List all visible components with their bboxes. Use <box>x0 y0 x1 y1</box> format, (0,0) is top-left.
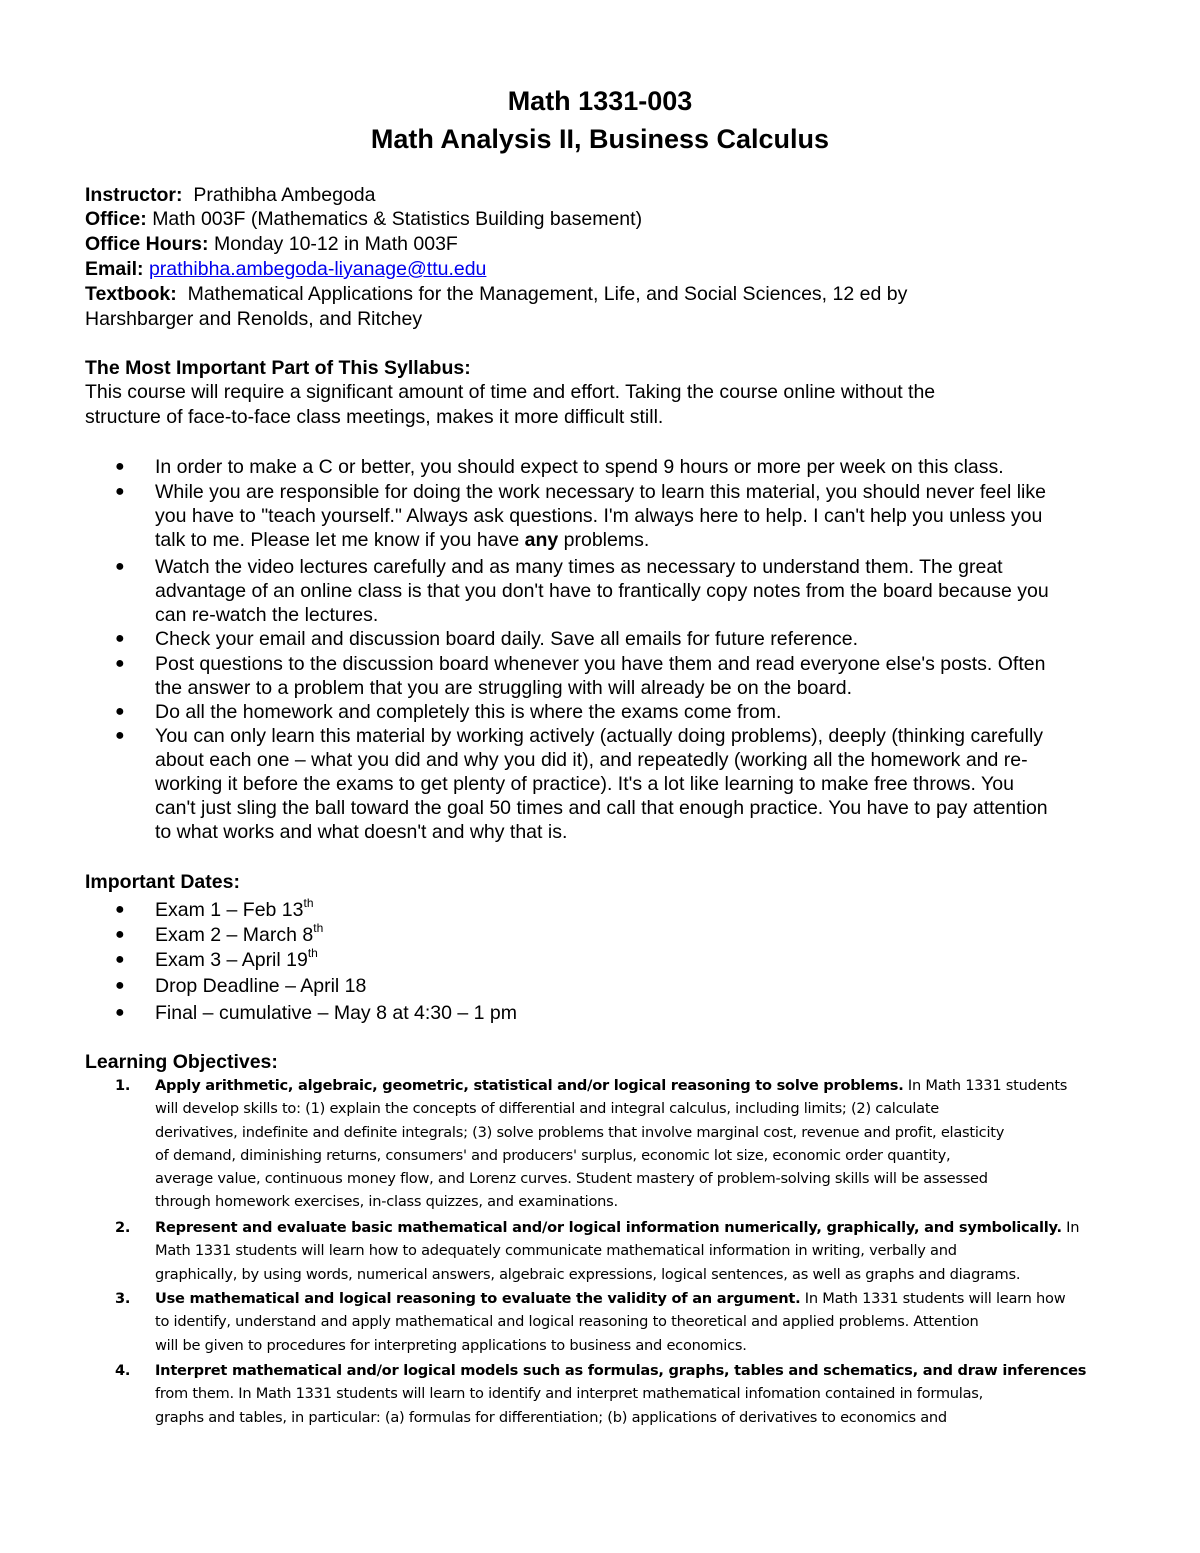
objective-number: 4. <box>115 1362 131 1379</box>
important-intro-line1: This course will require a significant amount of time and effort. Taking the course online without the <box>85 381 936 403</box>
bullet-dot-icon: ● <box>115 951 125 968</box>
objective-text <box>155 1074 1145 1214</box>
important-heading: The Most Important Part of This Syllabus: <box>85 357 471 379</box>
objective-lead: Use mathematical and logical reasoning to evaluate the validity of an argument. <box>155 1290 801 1307</box>
email-link[interactable]: prathibha.ambegoda-liyanage@ttu.edu <box>148 258 487 280</box>
bullet-text <box>155 724 1135 844</box>
bullet-dot-icon: ● <box>115 926 125 943</box>
objective-text-part: In Math 1331 students will learn how <box>800 1290 1066 1307</box>
bullet-text-line: the answer to a problem that you are struggling with will already be on the board. <box>155 677 852 699</box>
date-text <box>155 974 1135 998</box>
objective-text-part: In <box>1061 1219 1080 1236</box>
bullet-text-line: Check your email and discussion board daily. Save all emails for future reference. <box>155 628 859 650</box>
bullet-dot-icon: ● <box>115 630 125 647</box>
textbook-label: Textbook: <box>85 283 177 305</box>
office-label: Office: <box>85 208 147 230</box>
objective-number: 3. <box>115 1290 131 1307</box>
instructor-line <box>85 183 375 207</box>
bullet-dot-icon: ● <box>115 483 125 500</box>
bullet-text-line: Do all the homework and completely this is where the exams come from. <box>155 701 782 723</box>
bullet-text <box>155 700 1135 724</box>
textbook-line <box>85 282 907 306</box>
bullet-text-line: You can only learn this material by working actively (actually doing problems), deeply (thinking carefully <box>155 725 1044 747</box>
office-hours-line <box>85 232 458 256</box>
date-text <box>155 948 1135 972</box>
date-ordinal-suffix: th <box>307 946 318 960</box>
bullet-text-line: about each one – what you did and why you did it), and repeatedly (working all the homework and re- <box>155 749 1028 771</box>
bullet-text-line: to what works and what doesn't and why that is. <box>155 821 568 843</box>
date-text-line <box>155 923 1135 947</box>
date-label: Exam 3 – April 19 <box>155 949 308 971</box>
date-label: Exam 2 – March 8 <box>155 924 314 946</box>
objective-text-line: will be given to procedures for interpreting applications to business and economics. <box>155 1336 747 1354</box>
bullet-text-line: you have to "teach yourself." Always ask questions. I'm always here to help. I can't help you unless you <box>155 505 1043 527</box>
textbook-value-line1: Mathematical Applications for the Management, Life, and Social Sciences, 12 ed by <box>187 283 908 305</box>
objective-text-line: derivatives, indefinite and definite integrals; (3) solve problems that involve marginal cost, revenue and profit, elasticity <box>155 1123 1005 1141</box>
objective-text-line: through homework exercises, in-class quizzes, and examinations. <box>155 1193 618 1211</box>
bullet-dot-icon: ● <box>115 977 125 994</box>
bullet-text-line: Watch the video lectures carefully and as many times as necessary to understand them. The great <box>155 556 1003 578</box>
email-line <box>85 257 486 281</box>
bullet-text-line: working it before the exams to get plenty of practice). It's a lot like learning to make free throws. You <box>155 773 1014 795</box>
date-text-line <box>155 1001 1135 1025</box>
objective-text-line: graphs and tables, in particular: (a) formulas for differentiation; (b) applications of derivatives to economics and <box>155 1408 947 1426</box>
objectives-heading: Learning Objectives: <box>85 1051 278 1073</box>
date-text <box>155 923 1135 947</box>
instructor-value: Prathibha Ambegoda <box>193 184 376 206</box>
office-line <box>85 207 642 231</box>
objective-text-line: from them. In Math 1331 students will learn to identify and interpret mathematical infomation contained in formulas, <box>155 1385 984 1403</box>
objective-text-line: Math 1331 students will learn how to adequately communicate mathematical information in writing, verbally and <box>155 1242 957 1260</box>
objective-lead: Apply arithmetic, algebraic, geometric, statistical and/or logical reasoning to solve problems. <box>155 1077 904 1094</box>
objective-text-part: In Math 1331 students <box>903 1077 1068 1094</box>
bullet-text-part: problems. <box>558 529 650 551</box>
objective-text <box>155 1359 1145 1429</box>
bullet-text <box>155 480 1135 552</box>
date-text <box>155 1001 1135 1025</box>
objective-lead: Interpret mathematical and/or logical models such as formulas, graphs, tables and schematics, and draw inferences <box>155 1362 1087 1379</box>
objective-text-line: graphically, by using words, numerical answers, algebraic expressions, logical sentences, as well as graphs and diagrams. <box>155 1265 1021 1283</box>
bullet-dot-icon: ● <box>115 703 125 720</box>
bullet-dot-icon: ● <box>115 458 125 475</box>
date-text-line <box>155 898 1135 922</box>
office-hours-value: Monday 10-12 in Math 003F <box>213 233 458 255</box>
objective-number: 1. <box>115 1077 131 1094</box>
textbook-value-line2: Harshbarger and Renolds, and Ritchey <box>85 308 423 330</box>
date-label: Drop Deadline – April 18 <box>155 975 367 997</box>
bullet-text-line <box>155 528 1135 552</box>
bullet-text <box>155 652 1135 700</box>
important-intro-line2: structure of face-to-face class meetings, makes it more difficult still. <box>85 406 664 428</box>
bullet-text-line: can't just sling the ball toward the goal 50 times and call that enough practice. You have to pay attention <box>155 797 1048 819</box>
course-name-title: Math Analysis II, Business Calculus <box>370 124 830 154</box>
date-ordinal-suffix: th <box>313 921 324 935</box>
date-label: Final – cumulative – May 8 at 4:30 – 1 pm <box>155 1002 518 1024</box>
objective-number: 2. <box>115 1219 131 1236</box>
bullet-text-line: can re-watch the lectures. <box>155 604 379 626</box>
bullet-dot-icon: ● <box>115 727 125 744</box>
bullet-text-emphasis: any <box>524 529 559 551</box>
objective-text-line: of demand, diminishing returns, consumers' and producers' surplus, economic lot size, economic order quantity, <box>155 1146 951 1164</box>
date-text-line <box>155 974 1135 998</box>
instructor-label: Instructor: <box>85 184 183 206</box>
objective-text-line: to identify, understand and apply mathematical and logical reasoning to theoretical and applied problems. Attention <box>155 1313 979 1331</box>
objective-text-line <box>155 1074 1145 1097</box>
dates-heading: Important Dates: <box>85 871 240 893</box>
bullet-text <box>155 555 1135 627</box>
date-ordinal-suffix: th <box>303 896 314 910</box>
objective-text-line <box>155 1216 1145 1239</box>
bullet-text <box>155 627 1135 651</box>
bullet-text-line: In order to make a C or better, you should expect to spend 9 hours or more per week on this class. <box>155 456 1004 478</box>
objective-text-line: average value, continuous money flow, and Lorenz curves. Student mastery of problem-solving skills will be assessed <box>155 1170 988 1188</box>
bullet-dot-icon: ● <box>115 901 125 918</box>
bullet-dot-icon: ● <box>115 655 125 672</box>
office-value: Math 003F (Mathematics & Statistics Building basement) <box>152 208 643 230</box>
email-label: Email: <box>85 258 144 280</box>
date-text <box>155 898 1135 922</box>
office-hours-label: Office Hours: <box>85 233 209 255</box>
objective-text <box>155 1287 1145 1357</box>
course-code-title: Math 1331-003 <box>507 86 693 116</box>
bullet-text-line: While you are responsible for doing the work necessary to learn this material, you should never feel like <box>155 481 1046 503</box>
date-label: Exam 1 – Feb 13 <box>155 899 304 921</box>
bullet-dot-icon: ● <box>115 1004 125 1021</box>
bullet-text-part: talk to me. Please let me know if you have <box>155 529 525 551</box>
objective-text-line <box>155 1287 1145 1310</box>
date-text-line <box>155 948 1135 972</box>
objective-text-line: will develop skills to: (1) explain the concepts of differential and integral calculus, including limits; (2) calculate <box>155 1100 940 1118</box>
bullet-text-line: advantage of an online class is that you don't have to frantically copy notes from the board because you <box>155 580 1049 602</box>
objective-text <box>155 1216 1145 1286</box>
bullet-dot-icon: ● <box>115 558 125 575</box>
objective-text-line <box>155 1359 1145 1382</box>
objective-lead: Represent and evaluate basic mathematical and/or logical information numerically, graphically, and symbolically. <box>155 1219 1062 1236</box>
bullet-text-line: Post questions to the discussion board whenever you have them and read everyone else's posts. Often <box>155 653 1046 675</box>
bullet-text <box>155 455 1135 479</box>
